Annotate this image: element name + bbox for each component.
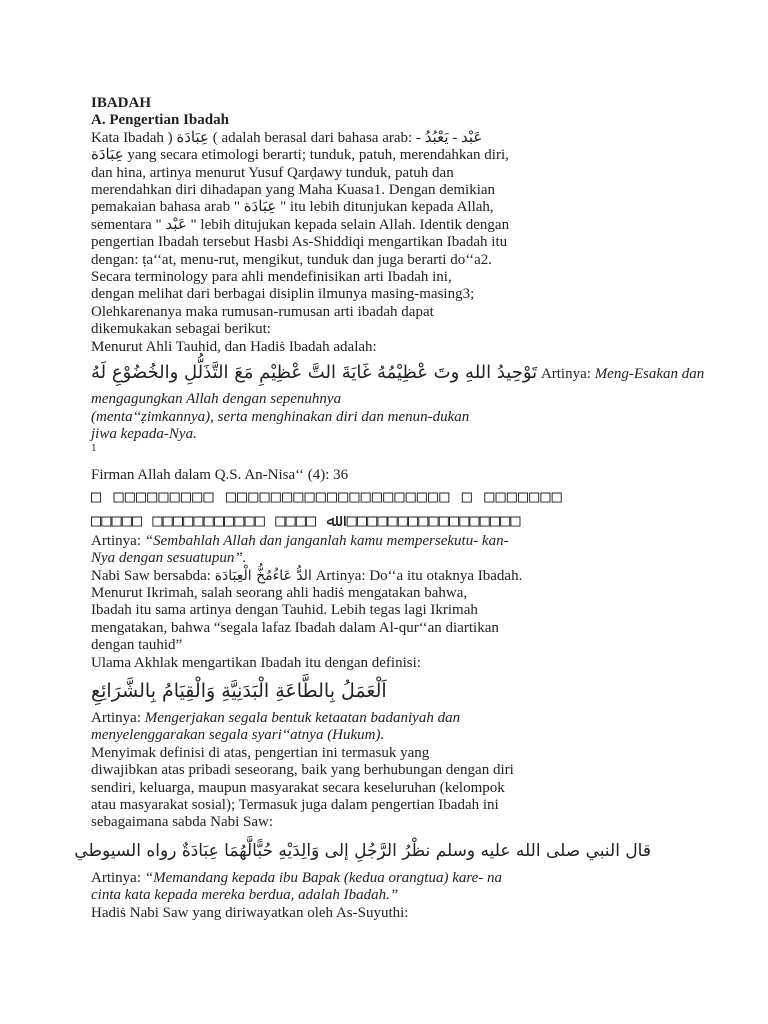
paragraph-line: atau masyarakat sosial); Termasuk juga dalam pengertian Ibadah ini [91,797,499,813]
paragraph-line: merendahkan diri dihadapan yang Maha Kuasa1. Dengan demikian [91,182,496,199]
akhlak-translation-line [91,710,651,727]
paragraph-line: sementara " عَبْد " lebih ditujukan kepada selain Allah. Identik dengan [91,216,510,233]
hadis-translation-line [91,870,651,887]
tauhid-translation-line: jiwa kepada-Nya. [91,425,197,442]
paragraph-line: Kata Ibadah ) عِبَادَة ( adalah berasal dari bahasa arab: - عَبْد - يَعْبُدُ [91,129,483,146]
paragraph-line: Menurut Ikrimah, salah seorang ahli hadiṡ mengatakan bahwa, [91,584,468,601]
artinya-label: Artinya: [540,366,591,383]
hadis-translation-line: cinta kata kepada mereka berdua, adalah Ibadah.” [91,887,399,904]
paragraph-line: dengan tauhid” [91,637,183,654]
tauhid-arabic-text: تَوْحِيدُ اللهِ وتَ عْظِيْمُهُ غَايَةَ التَّ عْظِيْمِ مَعَ التَّذَلُّلِ والخُضُوْعِ لَهُ [91,362,538,384]
paragraph-line: Hadiṡ Nabi Saw yang diriwayatkan oleh As-Suyuthi: [91,904,409,921]
paragraph-line: mengatakan, bahwa “segala lafaz Ibadah dalam Al-qur‘‘an diartikan [91,619,499,636]
paragraph-line: sebagaimana sabda Nabi Saw: [91,814,274,831]
artinya-label: Artinya: [91,709,141,726]
document-body [74,95,705,922]
paragraph-line: pemakaian bahasa arab " عِبَادَة " itu lebih ditunjukan kepada Allah, [91,199,494,216]
paragraph-line: Menurut Ahli Tauhid, dan Hadiṡ Ibadah adalah: [91,338,377,355]
paragraph-line: sendiri, keluarga, maupun masyarakat secara keseluruhan (kelompok [91,779,505,796]
paragraph-line: dikemukakan sebagai berikut: [91,321,271,338]
hadis-arabic-text: قال النبي صلى الله عليه وسلم نظْرُ الرَّجُلِ إلى وَالِدَيْهِ حُبًّالَّهُمَا عِبَادَةٌ رواه السيوطي [74,840,651,861]
paragraph-line: dan hina, artinya menurut Yusuf Qarḍawy tunduk, patuh dan [91,164,454,181]
paragraph-line: diwajibkan atas pribadi seseorang, baik yang berhubungan dengan diri [91,762,514,779]
nisa-translation-line [91,533,651,550]
nisa-translation-line: Nya dengan sesuatupun”. [91,550,247,567]
paragraph-line: dengan: ṭa‘‘at, menu-rut, mengikut, tunduk dan juga berarti do‘‘a2. [91,251,492,268]
section-heading: A. Pengertian Ibadah [91,112,229,129]
paragraph-line: Ulama Akhlak mengartikan Ibadah itu dengan definisi: [91,654,421,671]
tauhid-translation: Meng-Esakan dan [594,366,705,383]
dua-arabic-text: الدُّ عَاءُمُخُّ الْعِبَادَة [214,567,312,584]
artinya-label: Artinya: [91,532,141,549]
paragraph-line: dengan melihat dari berbagai disiplin ilmunya masing-masing3; [91,286,475,303]
akhlak-translation: Mengerjakan segala bentuk ketaatan badaniyah dan [144,709,461,726]
hadis-translation: “Memandang kepada ibu Bapak (kedua orangtua) kare- na [144,869,503,886]
akhlak-arabic-text: اَلْعَمَلُ بِالطَّاعَةِ الْبَدَنِيَّةِ وَالْقِيَامُ بِالشَّرَائِعِ [91,679,387,702]
paragraph-line: عِبَادَة yang secara etimologi berarti; tunduk, patuh, merendahkan diri, [91,147,509,164]
paragraph-line: Secara terminology para ahli mendefinisikan arti Ibadah ini, [91,269,452,286]
nabi-saw-prefix: Nabi Saw bersabda: [91,567,215,584]
paragraph-line: Ibadah itu sama artinya dengan Tauhid. Lebih tegas lagi Ikrimah [91,602,478,619]
tauhid-translation-line: mengagungkan Allah dengan sepenuhnya [91,391,342,408]
quran-verse-glyphs: □□□□□ □□□□□□□□□□□ □□□□ ﷲ □□□□□□□□□□□□□□□□□ [91,510,521,531]
footnote-marker: 1 [91,442,97,455]
tauhid-translation-line: (menta‘‘ẓimkannya), serta menghinakan diri dan menun-dukan [91,408,470,425]
firman-line: Firman Allah dalam Q.S. An-Nisa‘‘ (4): 36 [91,467,349,484]
nabi-saw-line [91,568,651,585]
tauhid-definition-line [91,356,705,391]
doc-title: IBADAH [91,95,152,111]
dua-translation: Artinya: Do‘‘a itu otaknya Ibadah. [311,567,523,584]
quran-verse-glyphs: □ □□□□□□□□□ □□□□□□□□□□□□□□□□□□□□ □ □□□□□□□ [91,486,563,507]
akhlak-translation-line: menyelenggarakan segala syari‘‘atnya (Hukum). [91,727,385,744]
paragraph-line: pengertian Ibadah tersebut Hasbi As-Shiddiqi mengartikan Ibadah itu [91,234,508,251]
nisa-translation: “Sembahlah Allah dan janganlah kamu mempersekutu- kan- [144,532,509,549]
paragraph-line: Menyimak definisi di atas, pengertian ini termasuk yang [91,744,430,761]
artinya-label: Artinya: [91,869,141,886]
paragraph-line: Olehkarenanya maka rumusan-rumusan arti ibadah dapat [91,303,434,320]
